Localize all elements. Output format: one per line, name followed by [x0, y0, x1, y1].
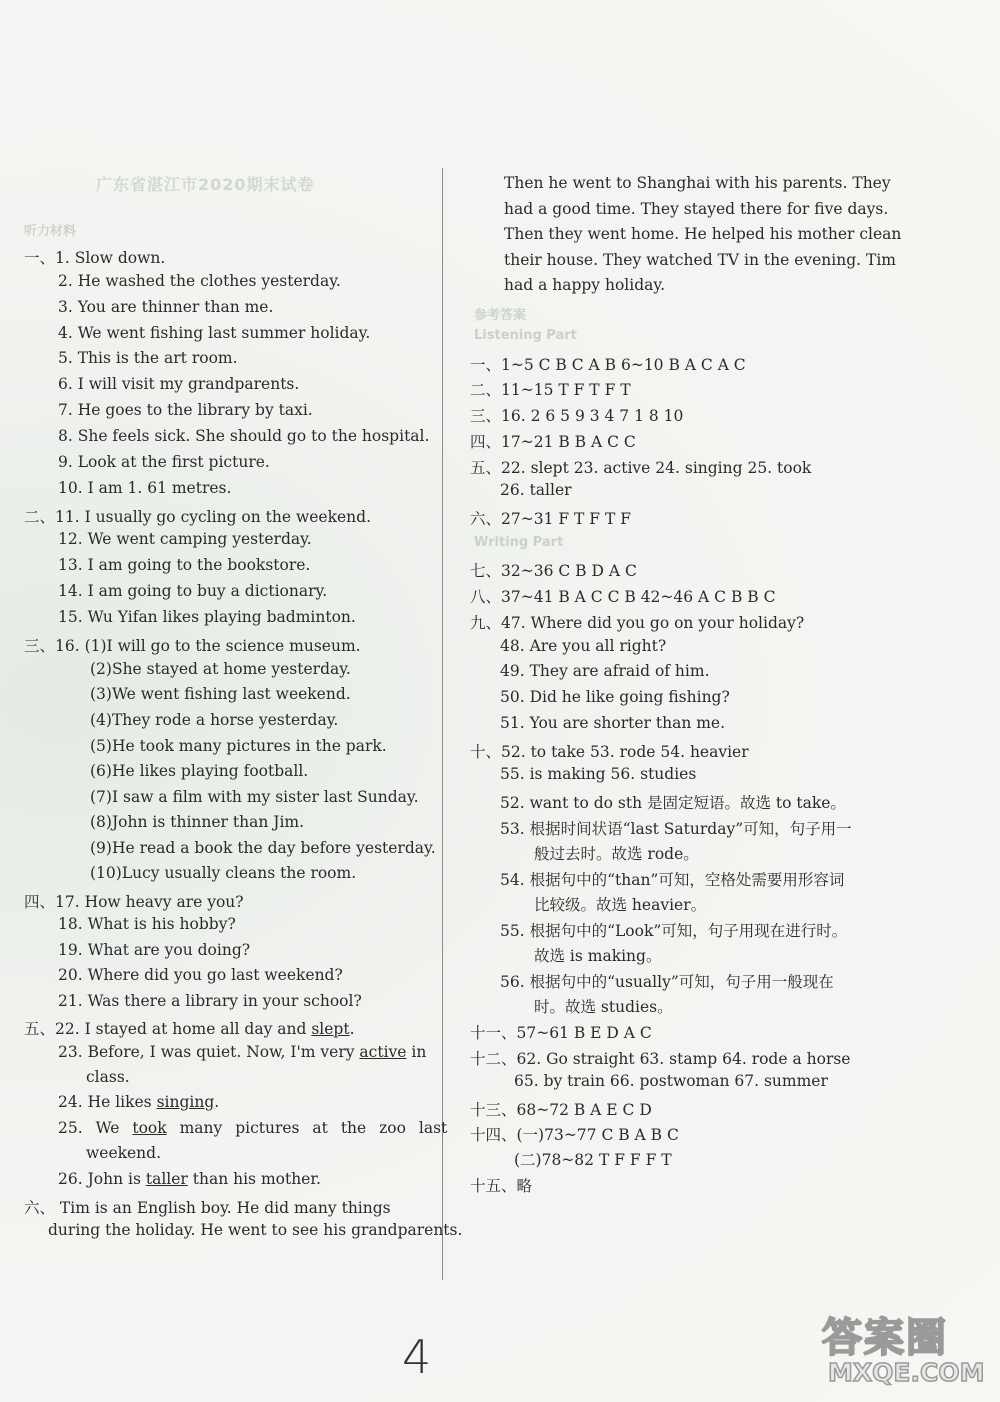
passage-line: had a good time. They stayed there for five days. [504, 200, 889, 218]
transcript-line: 5. This is the art room. [58, 349, 238, 367]
blank-fill-answer: slept [311, 1020, 350, 1038]
answer-line: 十二、62. Go straight 63. stamp 64. rode a horse [470, 1050, 851, 1068]
passage-line: during the holiday. He went to see his grandparents. [48, 1221, 463, 1239]
blank-fill-answer: taller [145, 1170, 188, 1188]
answer-line: 比较级。故选 heavier。 [534, 896, 707, 914]
transcript-line: (7)I saw a film with my sister last Sunday. [90, 788, 419, 806]
transcript-line: (10)Lucy usually cleans the room. [90, 864, 357, 882]
section-writing-part: Writing Part [474, 535, 564, 550]
transcript-line: 12. We went camping yesterday. [58, 530, 312, 548]
passage-line: Then he went to Shanghai with his parents. They [504, 174, 891, 192]
blank-fill-answer: took [132, 1119, 167, 1137]
blank-fill-line [58, 1119, 447, 1137]
section-listening-part: Listening Part [474, 328, 577, 343]
blank-fill-text: 23. Before, I was quiet. Now, I'm very [58, 1043, 360, 1061]
transcript-line: 9. Look at the first picture. [58, 453, 270, 471]
section-listening-material: 听力材料 [24, 224, 77, 239]
answer-line: 时。故选 studies。 [534, 998, 673, 1016]
transcript-line: 2. He washed the clothes yesterday. [58, 272, 341, 290]
answer-line: (二)78~82 T F F F T [514, 1151, 672, 1169]
transcript-line: 19. What are you doing? [58, 941, 251, 959]
blank-fill-continuation: class. [86, 1068, 130, 1086]
answer-line: 故选 is making。 [534, 947, 662, 965]
transcript-line: 14. I am going to buy a dictionary. [58, 582, 328, 600]
watermark-text: 答案圈 [822, 1315, 948, 1361]
transcript-line: 15. Wu Yifan likes playing badminton. [58, 608, 356, 626]
answer-line: 十三、68~72 B A E C D [470, 1101, 652, 1119]
answer-line: 52. want to do sth 是固定短语。故选 to take。 [500, 794, 846, 812]
exam-title: 广东省湛江市2020期末试卷 [96, 175, 315, 194]
transcript-line: 二、11. I usually go cycling on the weekend. [24, 508, 371, 526]
answer-line: 55. 根据句中的“Look”可知，句子用现在进行时。 [500, 922, 848, 940]
answer-line: 55. is making 56. studies [500, 765, 697, 783]
answer-line: 九、47. Where did you go on your holiday? [470, 614, 805, 632]
blank-fill-text: 24. He likes [58, 1093, 157, 1111]
passage-line: Then they went home. He helped his mother clean [504, 225, 902, 243]
answer-line: 65. by train 66. postwoman 67. summer [514, 1072, 828, 1090]
page-number: 4 [402, 1330, 432, 1384]
transcript-line: 10. I am 1. 61 metres. [58, 479, 232, 497]
answer-line: 50. Did he like going fishing? [500, 688, 730, 706]
blank-fill-line [24, 1017, 355, 1039]
blank-fill-line [58, 1093, 219, 1111]
blank-fill-text: 五、22. I stayed at home all day and [24, 1020, 312, 1038]
transcript-line: 三、16. (1)I will go to the science museum. [24, 637, 361, 655]
blank-fill-text: 25. We [58, 1119, 133, 1137]
blank-fill-text: 26. John is [58, 1170, 146, 1188]
answer-line: 八、37~41 B A C C B 42~46 A C B B C [470, 588, 776, 606]
transcript-line: 4. We went fishing last summer holiday. [58, 324, 371, 342]
answer-line: 十一、57~61 B E D A C [470, 1024, 652, 1042]
transcript-line: (5)He took many pictures in the park. [90, 737, 387, 755]
answer-line: 三、16. 2 6 5 9 3 4 7 1 8 10 [470, 407, 684, 425]
transcript-line: 一、1. Slow down. [24, 249, 166, 267]
answer-line: 一、1~5 C B C A B 6~10 B A C A C [470, 356, 746, 374]
column-divider [442, 168, 443, 1280]
passage-line: 六、 Tim is an English boy. He did many things [24, 1199, 391, 1217]
answer-line: 53. 根据时间状语“last Saturday”可知，句子用一 [500, 820, 852, 838]
answer-line: 26. taller [500, 481, 572, 499]
transcript-line: (3)We went fishing last weekend. [90, 685, 351, 703]
transcript-line: 18. What is his hobby? [58, 915, 236, 933]
blank-fill-continuation: weekend. [86, 1144, 162, 1162]
transcript-line: (4)They rode a horse yesterday. [90, 711, 339, 729]
answer-line: 五、22. slept 23. active 24. singing 25. took [470, 459, 812, 477]
answer-line: 六、27~31 F T F T F [470, 510, 632, 528]
passage-line: their house. They watched TV in the evening. Tim [504, 251, 896, 269]
transcript-line: 四、17. How heavy are you? [24, 893, 244, 911]
blank-fill-line [58, 1043, 426, 1061]
answer-line: 51. You are shorter than me. [500, 714, 726, 732]
transcript-line: (2)She stayed at home yesterday. [90, 660, 351, 678]
answer-line: 十四、(一)73~77 C B A B C [470, 1126, 679, 1144]
transcript-line: 6. I will visit my grandparents. [58, 375, 300, 393]
answer-line: 十、52. to take 53. rode 54. heavier [470, 743, 749, 761]
transcript-line: 13. I am going to the bookstore. [58, 556, 311, 574]
transcript-line: 21. Was there a library in your school? [58, 992, 362, 1010]
transcript-line: 3. You are thinner than me. [58, 298, 274, 316]
transcript-line: (9)He read a book the day before yesterday. [90, 839, 436, 857]
transcript-line: (8)John is thinner than Jim. [90, 813, 305, 831]
blank-fill-text: in [406, 1043, 427, 1061]
section-answers: 参考答案 [474, 308, 527, 323]
transcript-line: (6)He likes playing football. [90, 762, 309, 780]
answer-line: 七、32~36 C B D A C [470, 562, 637, 580]
answer-line: 56. 根据句中的“usually”可知，句子用一般现在 [500, 973, 834, 991]
transcript-line: 20. Where did you go last weekend? [58, 966, 343, 984]
answer-line: 49. They are afraid of him. [500, 662, 710, 680]
transcript-line: 8. She feels sick. She should go to the hospital. [58, 427, 430, 445]
answer-line: 二、11~15 T F T F T [470, 381, 631, 399]
answer-line: 四、17~21 B B A C C [470, 433, 636, 451]
answer-line: 般过去时。故选 rode。 [534, 845, 699, 863]
blank-fill-answer: active [359, 1043, 407, 1061]
watermark-url: MXQE.COM [828, 1358, 985, 1387]
blank-fill-line [58, 1170, 321, 1188]
answer-line: 十五、略 [470, 1177, 533, 1195]
blank-fill-text: . [349, 1020, 355, 1038]
transcript-line: 7. He goes to the library by taxi. [58, 401, 313, 419]
answer-line: 48. Are you all right? [500, 637, 667, 655]
watermark [822, 1306, 990, 1396]
blank-fill-text: . [214, 1093, 220, 1111]
passage-line: had a happy holiday. [504, 276, 666, 294]
blank-fill-text: than his mother. [187, 1170, 321, 1188]
blank-fill-text: many pictures at the zoo last [166, 1119, 448, 1137]
blank-fill-answer: singing [156, 1093, 215, 1111]
answer-line: 54. 根据句中的“than”可知，空格处需要用形容词 [500, 871, 845, 889]
